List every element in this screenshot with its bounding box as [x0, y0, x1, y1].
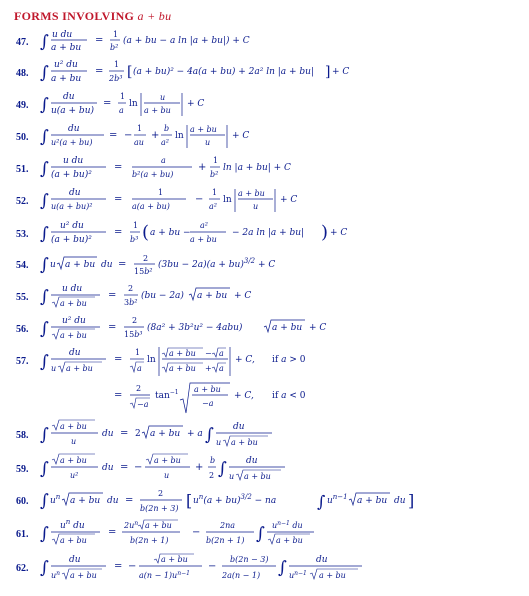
svg-text:1: 1: [158, 188, 164, 197]
svg-text:∫: ∫: [40, 127, 49, 147]
svg-text:a + bu: a + bu: [70, 571, 97, 580]
svg-text:∫: ∫: [40, 491, 49, 511]
svg-text:+ C: + C: [280, 195, 298, 205]
svg-text:=: =: [108, 290, 117, 301]
svg-text:(bu − 2a): (bu − 2a): [141, 291, 184, 301]
formula-number: 61.: [16, 529, 29, 540]
svg-text:1: 1: [113, 30, 119, 39]
svg-text:a + bu: a + bu: [51, 43, 82, 53]
svg-text:b: b: [164, 124, 170, 133]
svg-text:a + bu: a + bu: [190, 125, 217, 134]
svg-text:∫: ∫: [256, 524, 265, 544]
svg-text:=: =: [108, 527, 117, 538]
svg-text:du: du: [63, 92, 75, 102]
svg-text:a²: a²: [161, 138, 169, 147]
svg-text:1: 1: [213, 156, 219, 165]
section-title: FORMS INVOLVING a + bu: [14, 9, 172, 23]
svg-text:ln: ln: [147, 355, 156, 365]
svg-text:ln: ln: [129, 99, 138, 109]
formula-expression: [40, 552, 520, 584]
svg-text:ln |a + bu| + C: ln |a + bu| + C: [223, 163, 291, 173]
svg-text:=: =: [108, 322, 117, 333]
svg-text:3b²: 3b²: [124, 298, 138, 307]
svg-text:u²: u²: [70, 471, 79, 480]
svg-text:+: +: [198, 162, 207, 173]
svg-text:a: a: [137, 364, 142, 373]
svg-text:b(2n + 3): b(2n + 3): [140, 504, 179, 513]
svg-text:a + bu: a + bu: [60, 456, 87, 465]
svg-text:b²: b²: [210, 170, 219, 179]
formula-47: [0, 28, 529, 54]
svg-text:a + bu: a + bu: [150, 429, 181, 439]
formula-55: [0, 282, 529, 310]
formula-expression: [40, 282, 520, 310]
svg-text:=: =: [95, 66, 104, 77]
svg-text:2b³: 2b³: [109, 74, 123, 83]
svg-text:b(2n − 3): b(2n − 3): [230, 555, 269, 564]
svg-text:a + bu: a + bu: [145, 521, 172, 530]
svg-text:du: du: [107, 496, 119, 506]
formula-number: 54.: [16, 260, 29, 271]
svg-text:2: 2: [128, 284, 134, 293]
svg-text:=: =: [109, 130, 118, 141]
svg-text:1: 1: [133, 221, 139, 230]
svg-text:tan−1: $\tan^{-1}$: [155, 389, 179, 401]
svg-text:ln: ln: [175, 131, 184, 141]
svg-text:u² du: u² du: [60, 221, 84, 231]
svg-text:u² du: u² du: [62, 316, 86, 326]
svg-text:du: du: [246, 456, 258, 466]
formula-expression: [40, 518, 520, 550]
svg-text:2: 2: [143, 254, 149, 263]
svg-text:=: =: [125, 495, 134, 506]
svg-text:+ C,: + C,: [234, 391, 254, 401]
svg-text:=: =: [114, 227, 123, 238]
svg-text:+ C: + C: [309, 323, 327, 333]
svg-text:a + bu: a + bu: [70, 496, 101, 506]
svg-text:=: =: [114, 194, 123, 205]
svg-text:2: 2: [132, 316, 138, 325]
svg-text:u: u: [71, 437, 77, 446]
formula-number: 60.: [16, 496, 29, 507]
svg-text:∫: ∫: [218, 459, 227, 479]
svg-text:−: −: [124, 130, 133, 141]
svg-text:∫: ∫: [40, 524, 49, 544]
formula-number: 52.: [16, 196, 29, 207]
svg-text:au: au: [134, 138, 144, 147]
svg-text:+ C,: + C,: [235, 355, 255, 365]
svg-text:∫: ∫: [40, 191, 49, 211]
svg-text:=: =: [114, 561, 123, 572]
svg-text:=: =: [120, 428, 129, 439]
formula-number: 55.: [16, 292, 29, 303]
formula-number: 62.: [16, 563, 29, 574]
svg-text:a: a: [119, 106, 124, 115]
formula-expression: [40, 28, 520, 54]
svg-text:a + bu: a + bu: [60, 422, 87, 431]
svg-text:+ C: + C: [330, 228, 348, 238]
svg-text:u: u: [50, 260, 56, 270]
svg-text:=: =: [114, 390, 123, 401]
formula-62: [0, 552, 529, 584]
formula-57-alt: [0, 380, 529, 416]
svg-text:u: u: [205, 138, 211, 147]
svg-text:2: 2: [209, 471, 215, 480]
svg-text:+ C: + C: [332, 67, 350, 77]
formula-number: 49.: [16, 100, 29, 111]
svg-text:(a + bu)²: (a + bu)²: [51, 235, 92, 245]
svg-text:1: 1: [114, 60, 120, 69]
formula-59: [0, 452, 529, 484]
formula-number: 51.: [16, 164, 29, 175]
svg-text:+ a: + a: [187, 429, 203, 439]
svg-text:− 2a ln |a + bu|: − 2a ln |a + bu|: [232, 228, 305, 238]
formula-expression: [40, 252, 520, 278]
formula-52: [0, 186, 529, 214]
formula-54: [0, 252, 529, 278]
svg-text:1: 1: [137, 124, 143, 133]
formula-expression: [40, 345, 520, 377]
svg-text:du: du: [394, 496, 406, 506]
svg-text:15b³: 15b³: [124, 330, 143, 339]
svg-text:un: $u^n$: [51, 570, 61, 580]
svg-text:−: −: [134, 462, 143, 473]
svg-text:u: u: [160, 93, 166, 102]
formula-60: [0, 486, 529, 516]
formula-number: 58.: [16, 430, 29, 441]
svg-text:b(2n + 1): b(2n + 1): [206, 536, 245, 545]
svg-text:a + bu: a + bu: [357, 496, 388, 506]
formula-expression: [40, 154, 520, 182]
svg-text:∫: ∫: [40, 287, 49, 307]
svg-text:a + bu: a + bu: [276, 536, 303, 545]
formula-expression: [40, 90, 520, 118]
svg-text:a + bu: a + bu: [161, 555, 188, 564]
svg-text:a + bu: a + bu: [60, 331, 87, 340]
svg-text:du: du: [101, 260, 113, 270]
svg-text:−: −: [128, 561, 137, 572]
svg-text:∫: ∫: [40, 32, 49, 52]
svg-text:a(a + bu): a(a + bu): [132, 202, 170, 211]
svg-text:a + bu: a + bu: [65, 260, 96, 270]
formula-number: 59.: [16, 464, 29, 475]
svg-text:1: 1: [212, 188, 218, 197]
svg-text:b³: b³: [130, 235, 139, 244]
svg-text:15b²: 15b²: [134, 267, 153, 276]
svg-text:∫: ∫: [40, 558, 49, 578]
svg-text:b: b: [210, 456, 216, 465]
formula-expression: [40, 314, 520, 342]
formula-expression: [40, 486, 520, 516]
svg-text:2na: 2na: [220, 521, 236, 530]
svg-text:a + bu: a + bu: [60, 299, 87, 308]
svg-text:a + bu: a + bu: [244, 472, 271, 481]
svg-text:[: [: [186, 491, 193, 510]
svg-text:un(a + bu)3/2 − na: $u^n(a + bu)^{3/2}$ − na: [193, 493, 277, 506]
svg-text:u du: u du: [52, 30, 73, 40]
svg-text:2: 2: [136, 384, 142, 393]
formula-expression: [40, 380, 520, 416]
svg-text:du: du: [69, 188, 81, 198]
svg-text:−a: −a: [137, 400, 149, 409]
formula-56: [0, 314, 529, 342]
formula-58: [0, 418, 529, 450]
formula-expression: [40, 58, 520, 86]
svg-text:a(n − 1)un−1: $a(n - 1)u^{n-1}$: [139, 570, 190, 580]
svg-text:=: =: [103, 98, 112, 109]
svg-text:2un: $2u^n$: [124, 520, 139, 530]
svg-text:b²: b²: [110, 43, 119, 52]
svg-text:du: du: [69, 555, 81, 565]
svg-text:a + bu: a + bu: [169, 349, 196, 358]
svg-text:un−1 du: $u^{n-1}$ du: [272, 520, 303, 530]
svg-text:]: ]: [325, 64, 331, 80]
formula-57: [0, 345, 529, 377]
svg-text:u: u: [253, 202, 259, 211]
svg-text:a + bu: a + bu: [169, 364, 196, 373]
svg-text:−: −: [208, 561, 217, 572]
svg-text:∫: ∫: [40, 159, 49, 179]
svg-text:(: (: [142, 222, 150, 243]
svg-text:un: $u^n$: [50, 493, 61, 506]
svg-text:1: 1: [120, 92, 126, 101]
svg-text:−: −: [205, 349, 212, 358]
svg-text:[: [: [127, 64, 133, 80]
svg-text:a + bu: a + bu: [154, 456, 181, 465]
svg-text:∫: ∫: [40, 459, 49, 479]
svg-text:a: a: [219, 364, 224, 373]
svg-text:a: a: [219, 349, 224, 358]
svg-text:∫: ∫: [40, 255, 49, 275]
svg-text:u²(a + bu): u²(a + bu): [51, 138, 93, 147]
section-title-math: a + bu: [137, 9, 172, 23]
svg-text:u: u: [164, 471, 170, 480]
svg-text:+ C: + C: [187, 99, 205, 109]
formula-number: 53.: [16, 229, 29, 240]
svg-text:=: =: [114, 354, 123, 365]
svg-text:+ C: + C: [234, 291, 252, 301]
svg-text:a + bu: a + bu: [51, 74, 82, 84]
formula-number: 56.: [16, 324, 29, 335]
svg-text:−: −: [195, 194, 204, 205]
svg-text:a + bu: a + bu: [66, 364, 93, 373]
svg-text:ln: ln: [223, 195, 232, 205]
svg-text:=: =: [95, 35, 104, 46]
svg-text:+: +: [195, 462, 204, 473]
svg-text:∫: ∫: [40, 63, 49, 83]
svg-text:∫: ∫: [40, 425, 49, 445]
svg-text:): ): [321, 222, 329, 243]
svg-text:du: du: [102, 429, 114, 439]
svg-text:a + bu: a + bu: [144, 106, 171, 115]
svg-text:b²(a + bu): b²(a + bu): [132, 170, 174, 179]
svg-text:u: u: [229, 472, 235, 481]
svg-text:2a(n − 1): 2a(n − 1): [222, 571, 261, 580]
formula-50: [0, 122, 529, 150]
svg-text:a + bu: a + bu: [231, 438, 258, 447]
svg-text:+ C: + C: [232, 131, 250, 141]
svg-text:un−1: $u^{n-1}$: [289, 570, 307, 580]
svg-text:=: =: [120, 462, 129, 473]
svg-text:a + bu: a + bu: [238, 189, 265, 198]
svg-text:du: du: [102, 463, 114, 473]
svg-text:]: ]: [408, 491, 415, 510]
formula-number: 47.: [16, 37, 29, 48]
svg-text:a²: a²: [200, 221, 208, 230]
svg-text:du: du: [233, 422, 245, 432]
svg-text:+: +: [205, 364, 212, 373]
svg-text:du: du: [316, 555, 328, 565]
svg-text:∫: ∫: [205, 425, 214, 445]
svg-text:u du: u du: [63, 156, 84, 166]
svg-text:if a < 0: if a < 0: [272, 391, 306, 401]
svg-text:u² du: u² du: [54, 60, 78, 70]
svg-text:2: 2: [158, 489, 164, 498]
svg-text:a: a: [161, 156, 166, 165]
svg-text:u(a + bu)²: u(a + bu)²: [51, 202, 93, 211]
svg-text:un du: $u^n$ du: [60, 518, 85, 531]
svg-text:∫: ∫: [317, 492, 326, 511]
formula-expression: [40, 186, 520, 214]
svg-text:a + bu: a + bu: [190, 235, 217, 244]
svg-text:u: u: [216, 438, 222, 447]
svg-text:(a + bu)² − 4a(a + bu) + 2a² l: (a + bu)² − 4a(a + bu) + 2a² ln |a + bu|: [133, 67, 314, 77]
svg-text:∫: ∫: [40, 352, 49, 372]
svg-text:∫: ∫: [40, 224, 49, 244]
svg-text:∫: ∫: [40, 95, 49, 115]
formula-49: [0, 90, 529, 118]
formula-expression: [40, 452, 520, 484]
svg-text:−a: −a: [202, 399, 214, 408]
svg-text:∫: ∫: [278, 558, 287, 578]
svg-text:u(a + bu): u(a + bu): [51, 106, 95, 116]
svg-text:(a + bu − a ln |a + bu|) + C: (a + bu − a ln |a + bu|) + C: [123, 36, 250, 46]
svg-text:1: 1: [135, 348, 141, 357]
svg-text:a + bu: a + bu: [319, 571, 346, 580]
svg-text:∫: ∫: [40, 319, 49, 339]
svg-text:(8a² + 3b²u² − 4abu): (8a² + 3b²u² − 4abu): [147, 323, 243, 333]
svg-text:a + bu: a + bu: [272, 323, 303, 333]
formula-number: 48.: [16, 68, 29, 79]
svg-text:du: du: [69, 348, 81, 358]
formula-expression: [40, 218, 520, 248]
svg-text:(3bu − 2a)(a + bu)3/2 + C: (3bu − 2a)(a + bu)$^{3/2}$ + C: [158, 257, 276, 270]
svg-text:du: du: [68, 124, 80, 134]
svg-text:un−1: $u^{n-1}$: [327, 493, 348, 506]
formula-number: 57.: [16, 356, 29, 367]
svg-text:a + bu: a + bu: [60, 536, 87, 545]
svg-text:(a + bu)²: (a + bu)²: [51, 170, 92, 180]
svg-text:a²: a²: [209, 202, 217, 211]
svg-text:if a > 0: if a > 0: [272, 355, 306, 365]
formula-48: [0, 58, 529, 86]
svg-text:a + bu: a + bu: [197, 291, 228, 301]
svg-text:=: =: [118, 259, 127, 270]
formula-expression: [40, 122, 520, 150]
formula-expression: [40, 418, 520, 450]
svg-text:u: u: [51, 364, 57, 373]
svg-text:−: −: [192, 527, 201, 538]
svg-text:a + bu: a + bu: [194, 385, 221, 394]
formula-53: [0, 218, 529, 248]
svg-text:a + bu −: a + bu −: [150, 228, 191, 238]
svg-text:2: 2: [135, 429, 141, 439]
formula-61: [0, 518, 529, 550]
svg-text:=: =: [114, 162, 123, 173]
svg-text:u du: u du: [62, 284, 83, 294]
formula-number: 50.: [16, 132, 29, 143]
formula-51: [0, 154, 529, 182]
svg-text:+: +: [151, 130, 160, 141]
svg-text:b(2n + 1): b(2n + 1): [130, 536, 169, 545]
